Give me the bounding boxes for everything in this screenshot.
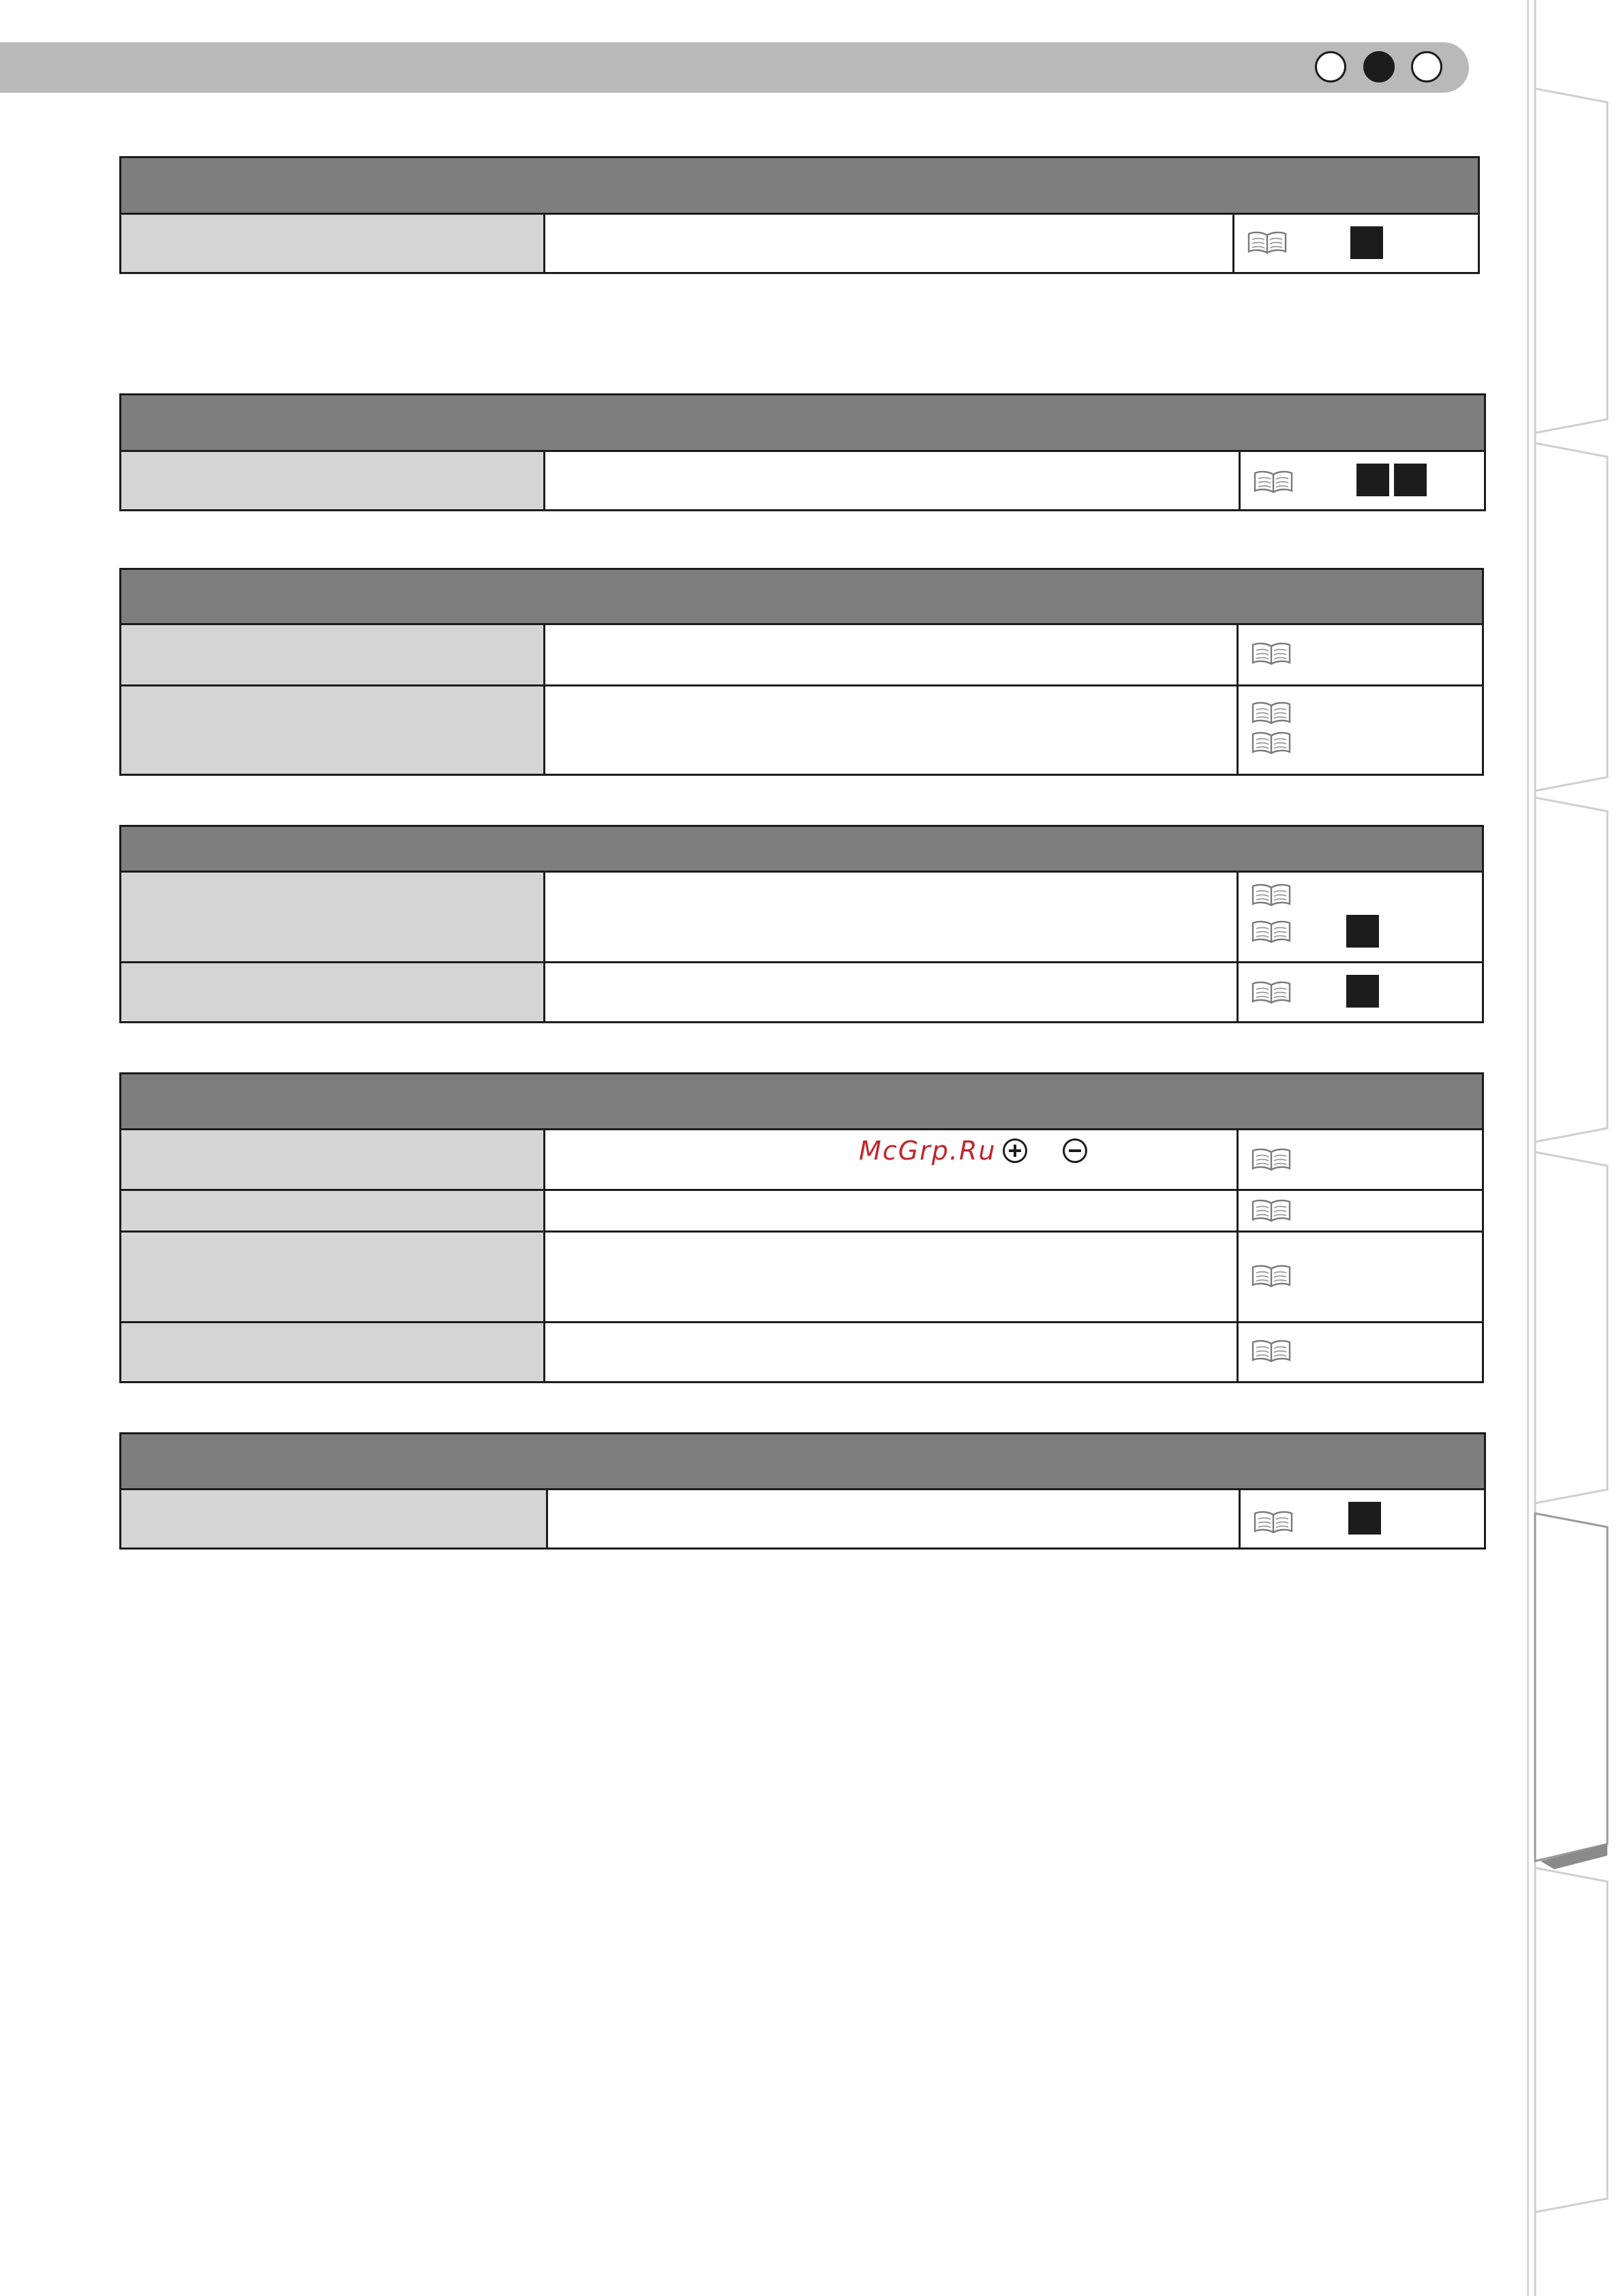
open-book-icon <box>1247 231 1288 254</box>
table-section-1 <box>119 156 1480 274</box>
row-reference-cell <box>1241 1490 1484 1547</box>
row-label-cell <box>121 1490 548 1547</box>
row-description-cell <box>548 1490 1241 1547</box>
row-description-cell <box>545 963 1239 1021</box>
indicator-dot-empty <box>1411 51 1442 82</box>
black-square-icon <box>1348 1502 1381 1535</box>
table-row <box>121 873 1482 963</box>
section-header <box>121 395 1484 452</box>
table-section-6 <box>119 1432 1486 1550</box>
row-description-cell <box>545 1191 1239 1230</box>
table-row <box>121 1233 1482 1323</box>
open-book-icon <box>1251 883 1292 907</box>
table-section-4 <box>119 825 1484 1023</box>
row-reference-cell <box>1239 625 1482 684</box>
table-row <box>121 1191 1482 1233</box>
row-label-cell <box>121 1233 545 1321</box>
table-row <box>121 1323 1482 1381</box>
row-label-cell <box>121 686 545 774</box>
watermark-text: McGrp.Ru <box>859 1136 997 1166</box>
section-header <box>121 1074 1482 1130</box>
black-square-icon <box>1394 464 1427 496</box>
row-reference-cell <box>1239 963 1482 1021</box>
row-reference-cell <box>1234 215 1478 272</box>
open-book-icon <box>1253 1511 1294 1534</box>
table-section-2 <box>119 393 1486 511</box>
table-row <box>121 963 1482 1021</box>
row-reference-cell <box>1239 1323 1482 1381</box>
open-book-icon <box>1253 470 1294 494</box>
circle-plus-icon <box>1003 1138 1027 1163</box>
row-description-cell <box>545 1323 1239 1381</box>
indicator-dot-filled <box>1363 51 1395 82</box>
row-label-cell <box>121 963 545 1021</box>
row-description-cell <box>545 1130 1239 1189</box>
row-description-cell <box>545 215 1234 272</box>
section-header <box>121 570 1482 625</box>
active-chapter-tab <box>1535 1513 1607 1861</box>
page-header-bar <box>0 42 1469 93</box>
table-section-5 <box>119 1072 1484 1383</box>
row-label-cell <box>121 1191 545 1230</box>
open-book-icon <box>1251 701 1292 725</box>
open-book-icon <box>1251 1199 1292 1222</box>
table-row <box>121 452 1484 509</box>
row-description-cell <box>545 1233 1239 1321</box>
table-section-3 <box>119 568 1484 776</box>
open-book-icon <box>1251 731 1292 755</box>
row-reference-cell <box>1239 1130 1482 1189</box>
table-row <box>121 1130 1482 1191</box>
row-reference-cell <box>1239 1233 1482 1321</box>
row-label-cell <box>121 215 545 272</box>
black-square-icon <box>1350 226 1383 259</box>
row-description-cell <box>545 873 1239 961</box>
row-label-cell <box>121 452 545 509</box>
open-book-icon <box>1251 1265 1292 1288</box>
open-book-icon <box>1251 1340 1292 1363</box>
indicator-dot-empty <box>1315 51 1346 82</box>
section-header <box>121 1434 1484 1490</box>
row-description-cell <box>545 625 1239 684</box>
row-description-cell <box>545 452 1241 509</box>
row-reference-cell <box>1239 1191 1482 1230</box>
chapter-side-tabs <box>1527 0 1623 2296</box>
section-header <box>121 827 1482 873</box>
row-description-cell <box>545 686 1239 774</box>
black-square-icon <box>1346 915 1379 948</box>
table-row <box>121 1490 1484 1547</box>
open-book-icon <box>1251 642 1292 665</box>
section-header <box>121 158 1478 215</box>
open-book-icon <box>1251 981 1292 1004</box>
row-label-cell <box>121 1130 545 1189</box>
black-square-icon <box>1346 975 1379 1008</box>
row-label-cell <box>121 873 545 961</box>
open-book-icon <box>1251 920 1292 943</box>
row-reference-cell <box>1239 686 1482 774</box>
table-row <box>121 625 1482 686</box>
black-square-icon <box>1356 464 1389 496</box>
row-reference-cell <box>1239 873 1482 961</box>
circle-minus-icon <box>1063 1138 1087 1163</box>
row-label-cell <box>121 1323 545 1381</box>
table-row <box>121 215 1478 272</box>
table-row <box>121 686 1482 774</box>
row-label-cell <box>121 625 545 684</box>
open-book-icon <box>1251 1148 1292 1171</box>
row-reference-cell <box>1241 452 1484 509</box>
